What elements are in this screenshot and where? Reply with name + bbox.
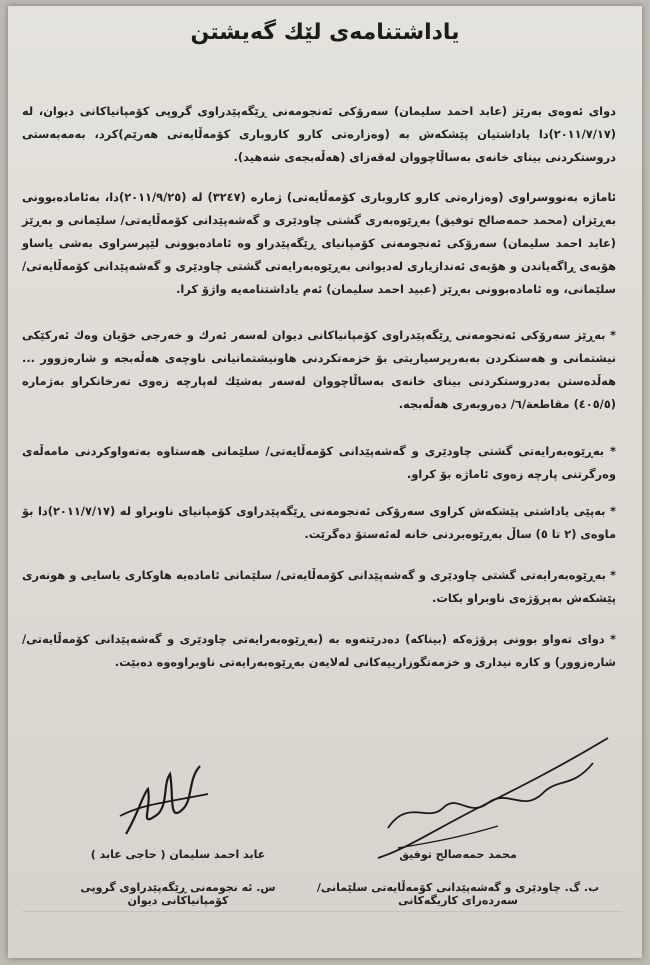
right-signature-block <box>298 848 618 907</box>
paragraph-item-4: * بەڕێوەبەرایەتی گشتی چاودێری و گەشەپێدانی كۆمەڵایەتی/ سلێمانی ئامادەیە هاوكاری یاسایی و هونەری پێشكەش بەپرۆژەی ناوبراو بكات. <box>22 568 616 605</box>
page-bottom-edge <box>22 911 622 912</box>
paragraph-item-3: * بەپێی یاداشتی پێشكەش كراوی سەرۆكی ئەنجومەنی ڕێگەپێدراوی كۆمپانیای ناوبراو لە (٢٠١١/٧/١٧)دا بۆ ماوەی (٢ تا ٥) ساڵ بەڕێوەبردنی خانە لەئەستۆ دەگرێت. <box>22 504 616 541</box>
document-title: یاداشتنامەی لێك گەیشتن <box>190 20 460 45</box>
left-signature-title: س. ئە نجومەنی ڕێگەپێدراوی گروپی كۆمپانیاكانی دیوان <box>80 881 276 907</box>
paragraph-item-5: * دوای تەواو بوونی پرۆژەكە (بیناكە) دەدرێتەوە بە (بەڕێوەبەرایەتی چاودێری و گەشەپێدانی كۆمەڵایەتی/ شارەزوور) و كارە نیداری و خزمەتگوزارییەكانی لەلایەن بەڕێوەبەرایەتی ناوبراوەوە دەبێت. <box>22 632 616 669</box>
right-signature-title: ب. گ. چاودێری و گەشەپێدانی كۆمەڵایەتی سلێمانی/ سەردەرای كاریگەکانی <box>316 881 600 907</box>
paragraph-item-2: * بەڕێوەبەرایەتی گشتی چاودێری و گەشەپێدانی كۆمەڵایەتی/ سلێمانی هەستاوە بەتەواوكردنی مامەڵەی وەرگرتنی پارچە زەوی ئاماژە بۆ كراو. <box>22 444 616 481</box>
right-signature-name: محمد حمەصالح توفیق <box>399 848 517 861</box>
paragraph-item-1: * بەڕێز سەرۆكی ئەنجومەنی ڕێگەپێدراوی كۆمپانیاكانی دیوان لەسەر ئەرك و خەرجی خۆیان وەك ئەركێكی نیشتمانی و هەستكردن بەبەرپرسیاریتی بۆ خزمەتكردنی هاونیشتمانیانی ناوچەی هەڵەبجە و شارەزوور ... هەڵدەستن بەدروستكردنی بینای خانەی بەساڵاچووان لەسەر بەشێك لەپارچە زەوی تەرخانكراو بەژمارە (٤٠٥/٥) مقاطعة/٦/ دەروبەری هەڵەبجە. <box>22 328 616 411</box>
paragraph-intro: دوای ئەوەی بەرێز (عابد احمد سلیمان) سەرۆكی ئەنجومەنی ڕێگەپێدراوی گروپی كۆمپانیاكانی دیوان، لە (٢٠١١/٧/١٧)دا یاداشتیان پێشكەش بە (وەزارەتی كارو كاروباری كۆمەڵایەتی هەرێم)كرد، بەمەبەستی دروستكردنی بینای خانەی بەساڵاچووان لەقەزای (هەڵەبجەی شەهید). <box>22 104 616 164</box>
left-signature-image <box>108 754 218 849</box>
document-page <box>8 6 642 958</box>
left-signature-block <box>48 848 308 907</box>
paragraph-reference: ئاماژە بەنووسراوی (وەزارەتی كارو كاروباری كۆمەڵایەتی) ژمارە (٣٢٤٧) لە (٢٠١١/٩/٢٥)دا، بەئامادەبوونی بەڕێزان (محمد حمەصالح توفیق) بەڕێوەبەری گشتی چاودێری و گەشەپێدانی كۆمەڵایەتی/ سلێمانی و بەڕێز (عابد احمد سلیمان) سەرۆكی ئەنجومەنی كۆمپانیای ڕێگەپێدراو وە ئامادەبوونی لێپرسراوی بەشی یاساو هۆبەی ڕاگەیاندن و هۆبەی ئەندازیاری لەدیوانی بەڕێوەبەرایەتی گشتی چاودێری و گەشەپێدانی كۆمەڵایەتی/سلێمانی، وە ئامادەبوونی بەڕێز (عبید احمد سلیمان) ئەم یاداشتنامەیە واژۆ كرا. <box>22 190 617 296</box>
left-signature-name: عابد احمد سلیمان ( حاجی عابد ) <box>90 848 266 861</box>
